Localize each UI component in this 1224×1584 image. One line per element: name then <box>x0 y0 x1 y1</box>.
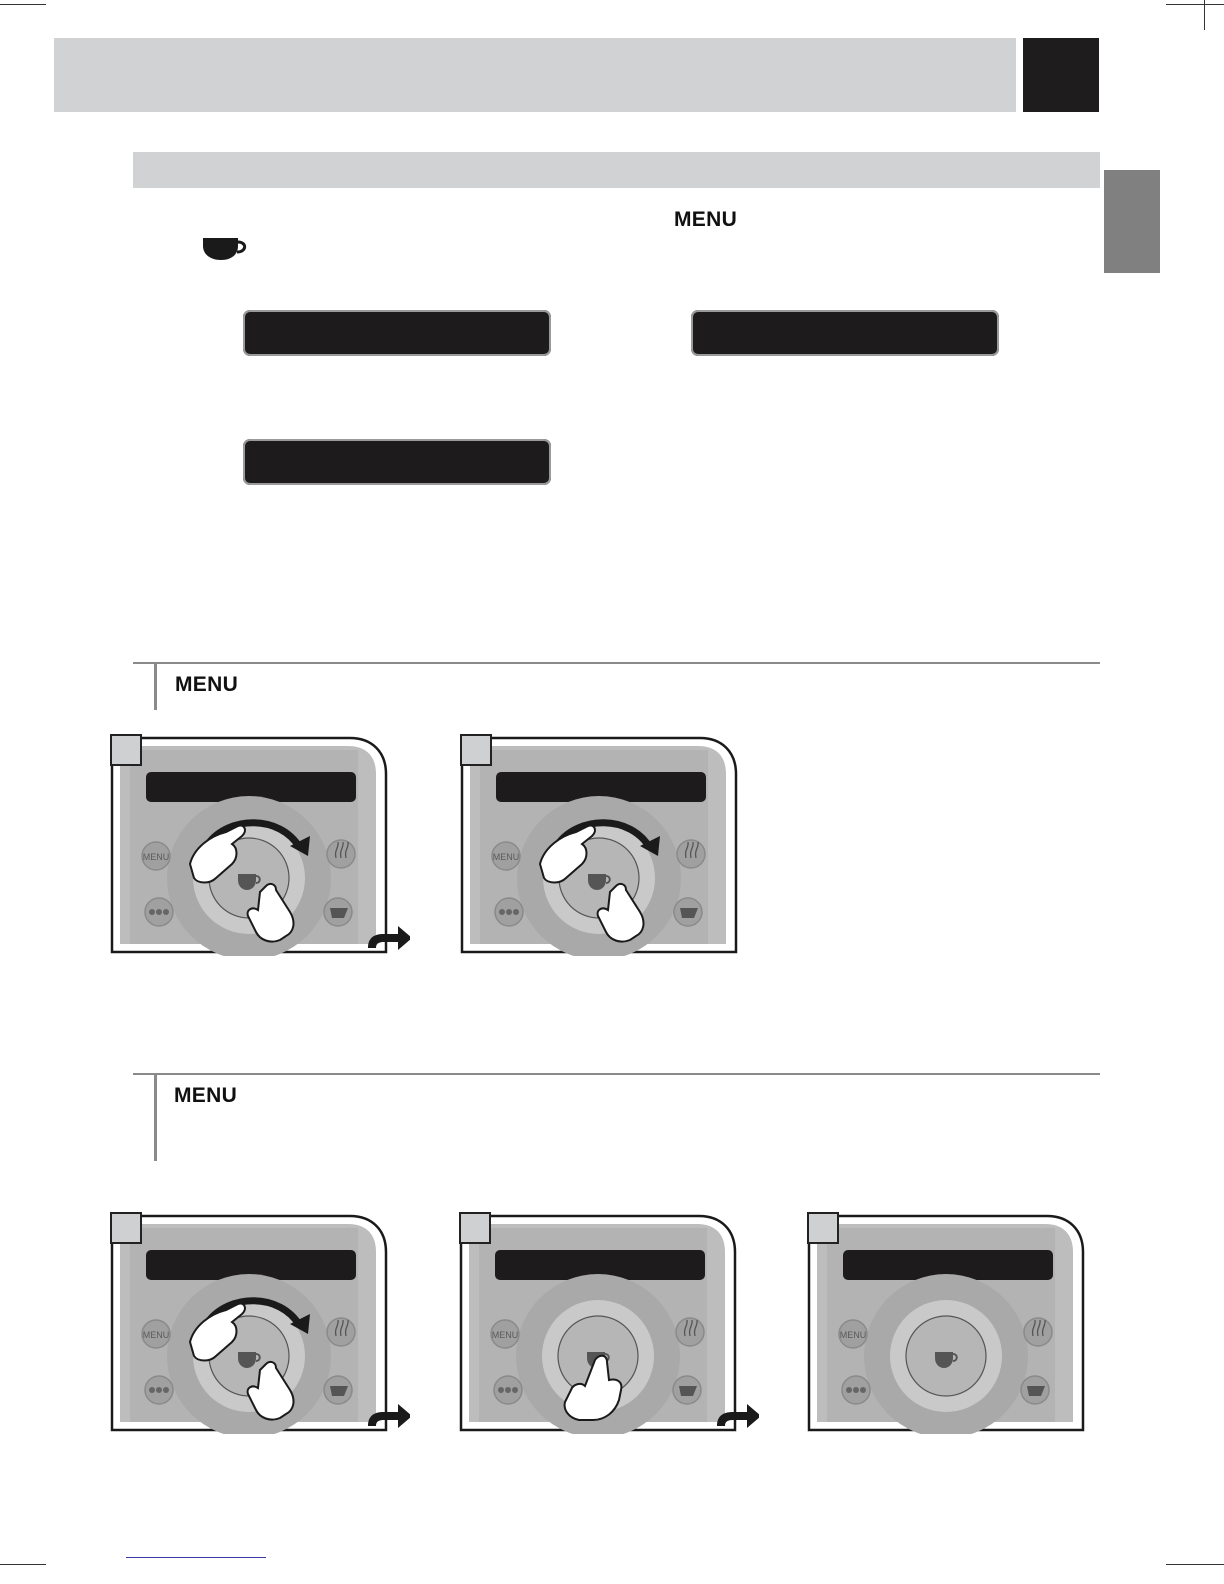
control-panel-step-2 <box>460 736 760 956</box>
note-menu-label: MENU <box>175 673 239 696</box>
note-menu-label: MENU <box>174 1084 238 1107</box>
step-number-box <box>807 1212 839 1244</box>
note-rule <box>154 1073 157 1161</box>
crop-mark <box>0 1564 46 1565</box>
display-example-2 <box>691 310 999 356</box>
page-header-bar <box>54 38 1016 112</box>
step-number-box <box>459 1212 491 1244</box>
crop-mark <box>1166 4 1224 5</box>
step-number-box <box>110 734 142 766</box>
crop-mark <box>1166 1564 1224 1565</box>
crop-mark <box>0 4 46 5</box>
step-number-box <box>460 734 492 766</box>
section-divider <box>133 1073 1100 1075</box>
control-panel-step-1 <box>110 736 410 956</box>
crop-mark <box>1204 0 1205 30</box>
display-example-3 <box>243 439 551 485</box>
control-panel-step-5 <box>807 1214 1107 1434</box>
page-number-block <box>1023 38 1099 112</box>
section-heading-bar <box>133 152 1100 188</box>
control-panel-step-4 <box>459 1214 759 1434</box>
control-panel-step-3 <box>110 1214 410 1434</box>
language-side-tab <box>1104 170 1160 273</box>
note-rule <box>154 662 157 710</box>
cup-icon <box>200 236 250 262</box>
footer-link-underline <box>126 1557 266 1558</box>
menu-button-label: MENU <box>674 208 738 231</box>
section-divider <box>133 662 1100 664</box>
step-number-box <box>110 1212 142 1244</box>
display-example-1 <box>243 310 551 356</box>
